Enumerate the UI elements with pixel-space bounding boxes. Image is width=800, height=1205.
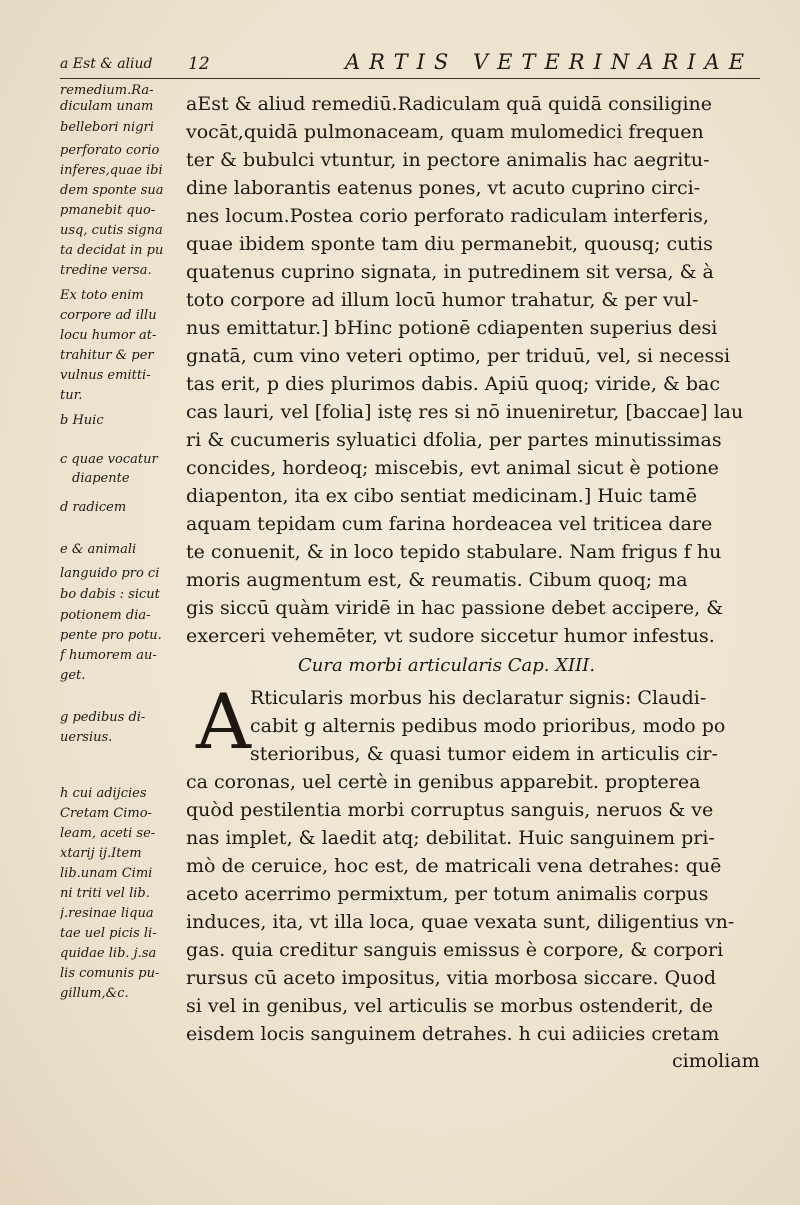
margin-note: Cretam Cimo- [60,806,152,821]
header-margin-note: a Est & aliud [60,56,153,72]
text-line: nus emittatur.] bHinc potionē cdiapenten superius desi [186,317,718,339]
text-line: dine laborantis eatenus pones, vt acuto cuprino circi- [186,177,701,199]
text-line: quae ibidem sponte tam diu permanebit, quousq; cutis [186,233,713,255]
text-line: ter & bubulci vtuntur, in pectore animalis hac aegritu- [186,149,710,171]
text-line: sterioribus, & quasi tumor eidem in articulis cir- [250,743,718,765]
drop-cap: A [196,677,251,766]
margin-note: pente pro potu. [60,628,162,643]
margin-note: leam, aceti se- [60,826,156,841]
margin-note: Ex toto enim [60,288,144,303]
chapter-heading: Cura morbi articularis Cap. XIII. [298,655,596,676]
text-line: aquam tepidam cum farina hordeacea vel triticea dare [186,513,713,535]
margin-note: vulnus emitti- [60,368,151,383]
text-line: gnatā, cum vino veteri optimo, per triduū, vel, si necessi [186,345,731,367]
margin-note: lis comunis pu- [60,966,160,981]
text-line: gis siccū quàm viridē in hac passione debet accipere, & [186,597,724,619]
margin-note: uersius. [60,730,113,745]
margin-note: get. [60,668,86,683]
margin-note: languido pro ci [60,566,160,581]
text-line: te conuenit, & in loco tepido stabulare. Nam frigus f hu [186,541,722,563]
margin-note: e & animali [60,542,137,557]
margin-note: bo dabis : sicut [60,587,160,602]
margin-note: ni triti vel lib. [60,886,150,901]
margin-note: f humorem au- [60,648,157,663]
text-line: aEst & aliud remediū.Radiculam quā quidā consiligine [186,93,713,115]
margin-note: trahitur & per [60,348,154,363]
margin-note: ta decidat in pu [60,243,164,258]
margin-note: inferes,quae ibi [60,163,163,178]
margin-note: potionem dia- [60,608,151,623]
margin-note: g pedibus di- [60,710,146,725]
running-header [60,50,780,82]
text-line: induces, ita, vt illa loca, quae vexata sunt, diligentius vn- [186,911,735,933]
margin-note: pmanebit quo- [60,203,156,218]
margin-note: bellebori nigri [60,120,154,135]
margin-note: tur. [60,388,83,403]
text-line: diapenton, ita ex cibo sentiat medicinam.] Huic tamē [186,485,698,507]
text-line: concides, hordeoq; miscebis, evt animal sicut è potione [186,457,719,479]
text-line: nes locum.Postea corio perforato radiculam interferis, [186,205,709,227]
text-line: aceto acerrimo permixtum, per totum animalis corpus [186,883,709,905]
running-title: ARTIS VETERINARIAE [345,50,754,74]
text-line: quòd pestilentia morbi corruptus sanguis, neruos & ve [186,799,714,821]
header-rule [60,78,760,79]
margin-note: usq, cutis signa [60,223,163,238]
text-line: nas implet, & laedit atq; debilitat. Huic sanguinem pri- [186,827,715,849]
page-number: 12 [188,54,210,74]
text-line: moris augmentum est, & reumatis. Cibum quoq; ma [186,569,688,591]
margin-note: locu humor at- [60,328,157,343]
text-line: cabit g alternis pedibus modo prioribus, modo po [250,715,726,737]
margin-note: corpore ad illu [60,308,157,323]
margin-note: diapente [72,471,130,486]
margin-note: tae uel picis li- [60,926,157,941]
margin-note: dem sponte sua [60,183,164,198]
text-line: si vel in genibus, vel articulis se morbus ostenderit, de [186,995,714,1017]
margin-note: remedium.Ra- [60,83,154,98]
text-line: tas erit, p dies plurimos dabis. Apiū quoq; viride, & bac [186,373,721,395]
margin-note: quidae lib. j.sa [60,946,157,961]
margin-note: gillum,&c. [60,986,129,1001]
text-line: toto corpore ad illum locū humor trahatur, & per vul- [186,289,699,311]
text-line: mò de ceruice, hoc est, de matricali vena detrahes: quē [186,855,722,877]
text-line: Rticularis morbus his declaratur signis: Claudi- [250,687,707,709]
margin-note: diculam unam [60,99,154,114]
text-line: ca coronas, uel certè in genibus apparebit. propterea [186,771,701,793]
text-line: quatenus cuprino signata, in putredinem sit versa, & à [186,261,714,283]
text-line: gas. quia creditur sanguis emissus è corpore, & corpori [186,939,724,961]
text-line: eisdem locis sanguinem detrahes. h cui adiicies cretam [186,1023,720,1045]
margin-note: c quae vocatur [60,452,158,467]
text-line: cas lauri, vel [folia] istę res si nō inueniretur, [baccae] lau [186,401,744,423]
margin-note: b Huic [60,413,104,428]
text-line: ri & cucumeris syluatici dfolia, per partes minutissimas [186,429,722,451]
catchword: cimoliam [672,1050,760,1072]
margin-note: xtarij ij.Item [60,846,142,861]
margin-note: perforato corio [60,143,160,158]
text-line: rursus cū aceto impositus, vitia morbosa siccare. Quod [186,967,717,989]
text-line: vocāt,quidā pulmonaceam, quam mulomedici frequen [186,121,704,143]
margin-note: h cui adijcies [60,786,147,801]
margin-note: lib.unam Cimi [60,866,153,881]
margin-note: d radicem [60,500,127,515]
text-line: exerceri vehemēter, vt sudore siccetur humor infestus. [186,625,715,647]
margin-note: tredine versa. [60,263,152,278]
margin-note: j.resinae liqua [60,906,154,921]
